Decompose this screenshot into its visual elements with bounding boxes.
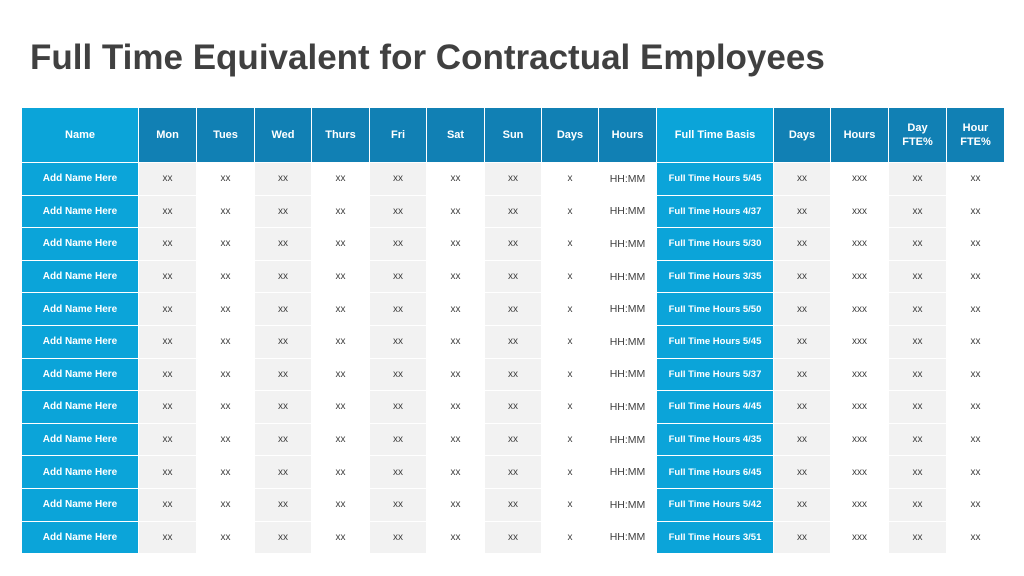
- cell-mon: xx: [139, 228, 197, 261]
- cell-ft-hours: xxx: [831, 325, 889, 358]
- column-header-full-time-basis: [657, 108, 774, 163]
- column-header-name: [22, 108, 139, 163]
- cell-mon: xx: [139, 163, 197, 196]
- cell-wed: xx: [255, 163, 312, 196]
- cell-sat: xx: [427, 163, 485, 196]
- column-header-sublabel: FTE%: [960, 136, 991, 148]
- column-header-day-fte: [889, 108, 947, 163]
- cell-sun: xx: [485, 325, 542, 358]
- cell-name: Add Name Here: [22, 521, 139, 554]
- cell-sun: xx: [485, 423, 542, 456]
- cell-hours: HH:MM: [599, 163, 657, 196]
- cell-hour-fte: xx: [947, 293, 1005, 326]
- column-header-sublabel: FTE%: [902, 136, 933, 148]
- cell-days: x: [542, 228, 599, 261]
- cell-basis: Full Time Hours 4/35: [657, 423, 774, 456]
- table-row: [22, 163, 1005, 196]
- column-header-label: Sun: [502, 129, 524, 141]
- cell-wed: xx: [255, 456, 312, 489]
- cell-ft-hours: xxx: [831, 391, 889, 424]
- cell-fri: xx: [370, 358, 427, 391]
- cell-hours: HH:MM: [599, 456, 657, 489]
- cell-hour-fte: xx: [947, 260, 1005, 293]
- column-header-label: Full Time Basis: [674, 129, 756, 141]
- cell-wed: xx: [255, 195, 312, 228]
- cell-sat: xx: [427, 391, 485, 424]
- cell-wed: xx: [255, 423, 312, 456]
- cell-mon: xx: [139, 423, 197, 456]
- cell-days: x: [542, 293, 599, 326]
- cell-basis: Full Time Hours 5/50: [657, 293, 774, 326]
- cell-days: x: [542, 521, 599, 554]
- column-header-label: Hours: [611, 129, 644, 141]
- cell-tue: xx: [197, 195, 255, 228]
- table-row: [22, 325, 1005, 358]
- cell-ft-days: xx: [774, 423, 831, 456]
- column-header-hour-fte: [947, 108, 1005, 163]
- cell-sun: xx: [485, 163, 542, 196]
- cell-hour-fte: xx: [947, 521, 1005, 554]
- cell-ft-days: xx: [774, 260, 831, 293]
- cell-hours: HH:MM: [599, 195, 657, 228]
- table-row: [22, 391, 1005, 424]
- column-header-label: Wed: [271, 129, 295, 141]
- cell-name: Add Name Here: [22, 423, 139, 456]
- cell-name: Add Name Here: [22, 391, 139, 424]
- cell-sun: xx: [485, 293, 542, 326]
- column-header-label: Name: [65, 129, 95, 141]
- cell-thu: xx: [312, 521, 370, 554]
- cell-basis: Full Time Hours 3/51: [657, 521, 774, 554]
- cell-sun: xx: [485, 391, 542, 424]
- column-header-hours: [599, 108, 657, 163]
- cell-ft-hours: xxx: [831, 456, 889, 489]
- table-body: [22, 163, 1005, 554]
- cell-sun: xx: [485, 521, 542, 554]
- cell-sat: xx: [427, 423, 485, 456]
- cell-ft-hours: xxx: [831, 163, 889, 196]
- column-header-tues: [197, 108, 255, 163]
- cell-sat: xx: [427, 488, 485, 521]
- cell-tue: xx: [197, 358, 255, 391]
- page-title: Full Time Equivalent for Contractual Employees: [30, 38, 825, 77]
- cell-basis: Full Time Hours 5/42: [657, 488, 774, 521]
- cell-ft-days: xx: [774, 521, 831, 554]
- cell-hours: HH:MM: [599, 521, 657, 554]
- cell-wed: xx: [255, 228, 312, 261]
- cell-ft-days: xx: [774, 293, 831, 326]
- table-row: [22, 358, 1005, 391]
- column-header-label: Sat: [446, 129, 465, 141]
- cell-day-fte: xx: [889, 358, 947, 391]
- column-header-label: Days: [556, 129, 584, 141]
- cell-sat: xx: [427, 456, 485, 489]
- cell-day-fte: xx: [889, 325, 947, 358]
- cell-days: x: [542, 358, 599, 391]
- column-header-label: Thurs: [325, 129, 356, 141]
- cell-ft-hours: xxx: [831, 423, 889, 456]
- cell-basis: Full Time Hours 5/45: [657, 325, 774, 358]
- column-header-wed: [255, 108, 312, 163]
- cell-hour-fte: xx: [947, 228, 1005, 261]
- cell-day-fte: xx: [889, 521, 947, 554]
- cell-ft-days: xx: [774, 358, 831, 391]
- cell-basis: Full Time Hours 5/30: [657, 228, 774, 261]
- cell-days: x: [542, 325, 599, 358]
- column-header-days: [542, 108, 599, 163]
- cell-fri: xx: [370, 293, 427, 326]
- cell-tue: xx: [197, 163, 255, 196]
- cell-ft-hours: xxx: [831, 260, 889, 293]
- column-header-label: Hours: [843, 129, 876, 141]
- cell-tue: xx: [197, 228, 255, 261]
- cell-sat: xx: [427, 260, 485, 293]
- cell-wed: xx: [255, 488, 312, 521]
- cell-thu: xx: [312, 228, 370, 261]
- cell-fri: xx: [370, 228, 427, 261]
- cell-tue: xx: [197, 521, 255, 554]
- cell-days: x: [542, 391, 599, 424]
- cell-day-fte: xx: [889, 195, 947, 228]
- cell-sun: xx: [485, 228, 542, 261]
- cell-ft-hours: xxx: [831, 195, 889, 228]
- cell-thu: xx: [312, 195, 370, 228]
- cell-hour-fte: xx: [947, 195, 1005, 228]
- cell-day-fte: xx: [889, 423, 947, 456]
- cell-name: Add Name Here: [22, 293, 139, 326]
- cell-wed: xx: [255, 391, 312, 424]
- cell-hour-fte: xx: [947, 456, 1005, 489]
- cell-hours: HH:MM: [599, 260, 657, 293]
- cell-day-fte: xx: [889, 391, 947, 424]
- cell-basis: Full Time Hours 6/45: [657, 456, 774, 489]
- cell-day-fte: xx: [889, 260, 947, 293]
- cell-ft-days: xx: [774, 195, 831, 228]
- cell-days: x: [542, 456, 599, 489]
- cell-fri: xx: [370, 521, 427, 554]
- cell-fri: xx: [370, 163, 427, 196]
- cell-tue: xx: [197, 293, 255, 326]
- cell-name: Add Name Here: [22, 228, 139, 261]
- column-header-ft-days: [774, 108, 831, 163]
- cell-fri: xx: [370, 260, 427, 293]
- cell-tue: xx: [197, 260, 255, 293]
- cell-mon: xx: [139, 260, 197, 293]
- cell-sat: xx: [427, 358, 485, 391]
- table-row: [22, 260, 1005, 293]
- cell-hours: HH:MM: [599, 325, 657, 358]
- column-header-label: Fri: [390, 129, 406, 141]
- table-row: [22, 195, 1005, 228]
- cell-wed: xx: [255, 358, 312, 391]
- cell-thu: xx: [312, 163, 370, 196]
- cell-fri: xx: [370, 456, 427, 489]
- cell-fri: xx: [370, 488, 427, 521]
- cell-basis: Full Time Hours 3/35: [657, 260, 774, 293]
- cell-thu: xx: [312, 423, 370, 456]
- column-header-sun: [485, 108, 542, 163]
- cell-day-fte: xx: [889, 163, 947, 196]
- cell-hour-fte: xx: [947, 163, 1005, 196]
- cell-name: Add Name Here: [22, 325, 139, 358]
- cell-ft-hours: xxx: [831, 228, 889, 261]
- cell-name: Add Name Here: [22, 260, 139, 293]
- cell-wed: xx: [255, 325, 312, 358]
- cell-mon: xx: [139, 488, 197, 521]
- cell-fri: xx: [370, 195, 427, 228]
- cell-hour-fte: xx: [947, 488, 1005, 521]
- cell-mon: xx: [139, 325, 197, 358]
- cell-ft-days: xx: [774, 228, 831, 261]
- column-header-fri: [370, 108, 427, 163]
- cell-tue: xx: [197, 456, 255, 489]
- column-header-label: Days: [788, 129, 816, 141]
- cell-mon: xx: [139, 391, 197, 424]
- table-row: [22, 488, 1005, 521]
- cell-ft-hours: xxx: [831, 358, 889, 391]
- cell-ft-hours: xxx: [831, 293, 889, 326]
- cell-sun: xx: [485, 358, 542, 391]
- cell-days: x: [542, 260, 599, 293]
- cell-tue: xx: [197, 423, 255, 456]
- cell-sun: xx: [485, 456, 542, 489]
- column-header-label: Tues: [213, 129, 238, 141]
- column-header-mon: [139, 108, 197, 163]
- cell-mon: xx: [139, 358, 197, 391]
- cell-day-fte: xx: [889, 228, 947, 261]
- cell-sat: xx: [427, 521, 485, 554]
- cell-hours: HH:MM: [599, 391, 657, 424]
- cell-hours: HH:MM: [599, 293, 657, 326]
- cell-sun: xx: [485, 488, 542, 521]
- cell-days: x: [542, 488, 599, 521]
- table-row: [22, 521, 1005, 554]
- cell-name: Add Name Here: [22, 358, 139, 391]
- cell-mon: xx: [139, 456, 197, 489]
- column-header-label: Hour: [962, 122, 989, 134]
- cell-day-fte: xx: [889, 488, 947, 521]
- column-header-label: Mon: [156, 129, 179, 141]
- cell-basis: Full Time Hours 4/45: [657, 391, 774, 424]
- cell-ft-days: xx: [774, 325, 831, 358]
- cell-basis: Full Time Hours 5/45: [657, 163, 774, 196]
- table-row: [22, 423, 1005, 456]
- cell-days: x: [542, 423, 599, 456]
- header-row: [22, 108, 1005, 163]
- cell-basis: Full Time Hours 5/37: [657, 358, 774, 391]
- cell-sat: xx: [427, 195, 485, 228]
- cell-thu: xx: [312, 325, 370, 358]
- cell-fri: xx: [370, 423, 427, 456]
- cell-mon: xx: [139, 195, 197, 228]
- cell-thu: xx: [312, 391, 370, 424]
- cell-ft-days: xx: [774, 391, 831, 424]
- cell-name: Add Name Here: [22, 488, 139, 521]
- cell-thu: xx: [312, 293, 370, 326]
- cell-sat: xx: [427, 228, 485, 261]
- column-header-sat: [427, 108, 485, 163]
- cell-wed: xx: [255, 260, 312, 293]
- cell-basis: Full Time Hours 4/37: [657, 195, 774, 228]
- cell-wed: xx: [255, 521, 312, 554]
- cell-sat: xx: [427, 293, 485, 326]
- cell-ft-hours: xxx: [831, 521, 889, 554]
- cell-day-fte: xx: [889, 293, 947, 326]
- cell-hours: HH:MM: [599, 488, 657, 521]
- cell-hour-fte: xx: [947, 391, 1005, 424]
- table-row: [22, 293, 1005, 326]
- cell-name: Add Name Here: [22, 163, 139, 196]
- cell-hour-fte: xx: [947, 358, 1005, 391]
- cell-thu: xx: [312, 488, 370, 521]
- cell-thu: xx: [312, 260, 370, 293]
- cell-ft-days: xx: [774, 488, 831, 521]
- cell-sat: xx: [427, 325, 485, 358]
- cell-day-fte: xx: [889, 456, 947, 489]
- cell-ft-days: xx: [774, 163, 831, 196]
- cell-name: Add Name Here: [22, 195, 139, 228]
- cell-ft-days: xx: [774, 456, 831, 489]
- cell-days: x: [542, 163, 599, 196]
- cell-hour-fte: xx: [947, 325, 1005, 358]
- cell-ft-hours: xxx: [831, 488, 889, 521]
- cell-mon: xx: [139, 293, 197, 326]
- cell-hours: HH:MM: [599, 423, 657, 456]
- cell-hours: HH:MM: [599, 228, 657, 261]
- column-header-thurs: [312, 108, 370, 163]
- cell-fri: xx: [370, 391, 427, 424]
- cell-days: x: [542, 195, 599, 228]
- table-row: [22, 456, 1005, 489]
- cell-hour-fte: xx: [947, 423, 1005, 456]
- cell-fri: xx: [370, 325, 427, 358]
- fte-table: [21, 107, 1005, 554]
- cell-name: Add Name Here: [22, 456, 139, 489]
- cell-tue: xx: [197, 391, 255, 424]
- column-header-ft-hours: [831, 108, 889, 163]
- cell-wed: xx: [255, 293, 312, 326]
- cell-mon: xx: [139, 521, 197, 554]
- cell-thu: xx: [312, 358, 370, 391]
- cell-sun: xx: [485, 260, 542, 293]
- cell-sun: xx: [485, 195, 542, 228]
- cell-thu: xx: [312, 456, 370, 489]
- cell-tue: xx: [197, 488, 255, 521]
- cell-tue: xx: [197, 325, 255, 358]
- column-header-label: Day: [907, 122, 928, 134]
- cell-hours: HH:MM: [599, 358, 657, 391]
- table-row: [22, 228, 1005, 261]
